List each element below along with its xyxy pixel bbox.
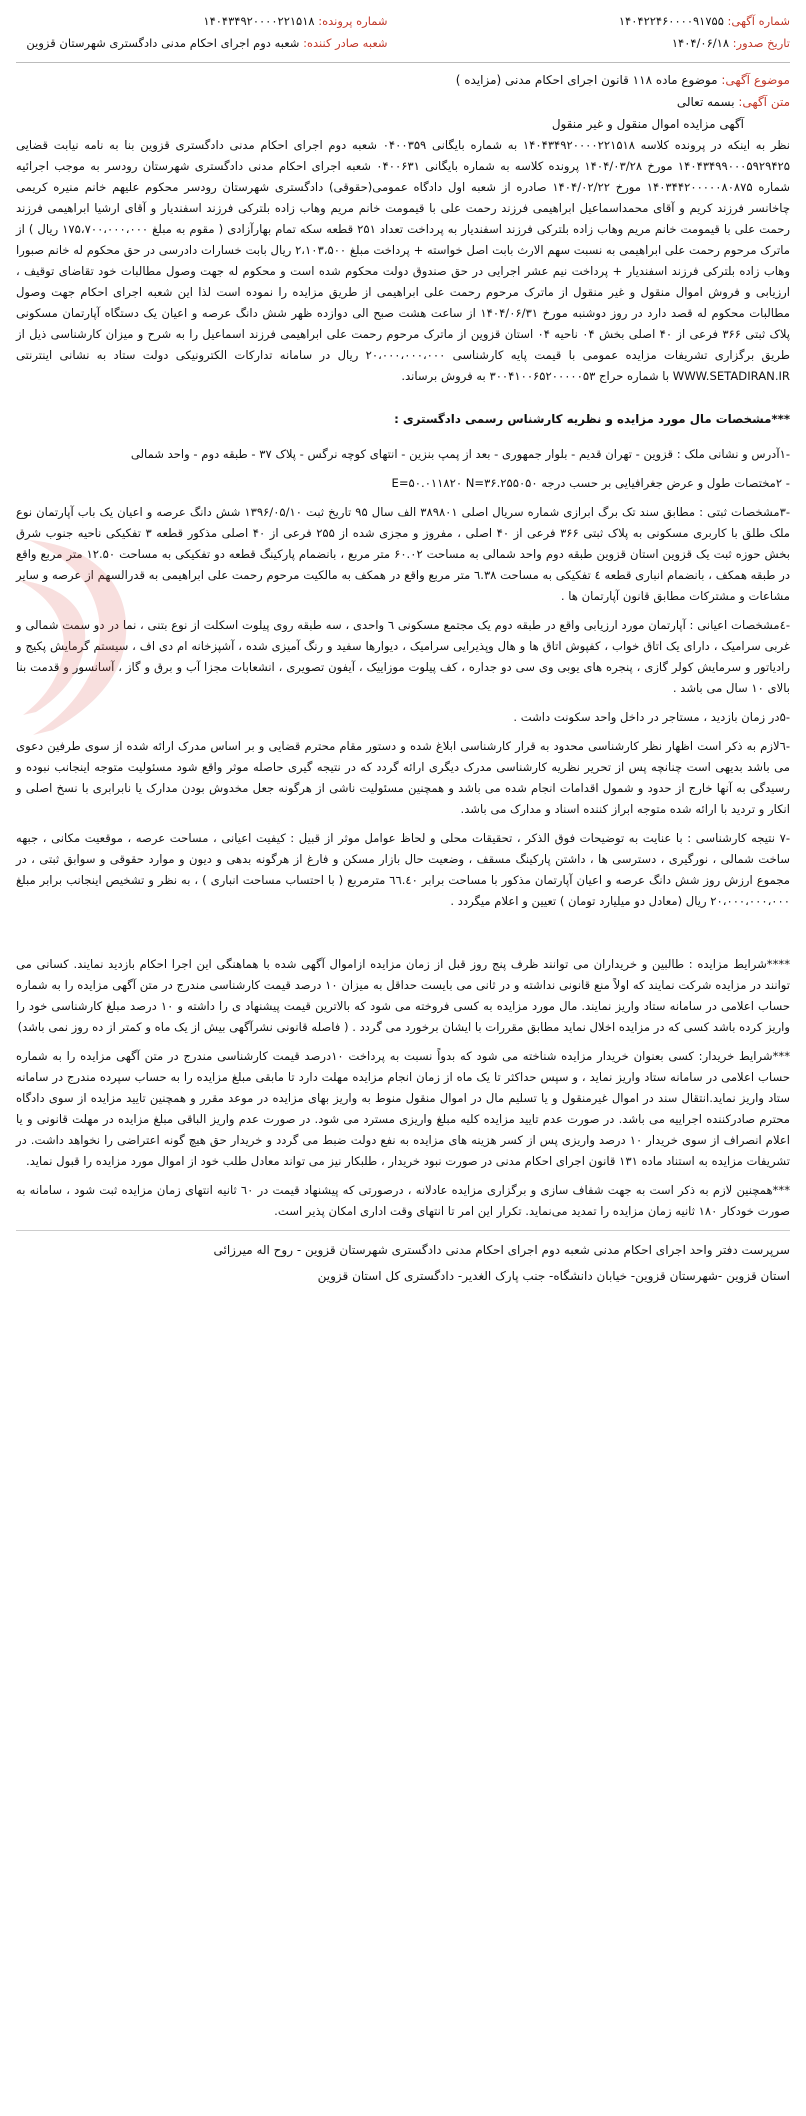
subject-row — [16, 69, 790, 91]
intro-paragraph: نظر به اینکه در پرونده کلاسه ۱۴۰۴۳۴۹۲۰۰۰۰۲۲۱۵۱۸ به شماره بایگانی ۰۴۰۰۳۵۹ شعبه دوم اجرای احکام مدنی دادگستری قزوین بنا به نامه نیابت قضایی ۱۴۰۴۳۴۹۹۰۰۰۵۹۲۹۴۲۵ مورخ ۱۴۰۴/۰۳/۲۸ پرونده کلاسه به شماره بایگانی ۰۴۰۰۶۳۱ شعبه اجرای احکام مدنی دادگستری شهرستان رودسر به موجب اجرائیه شماره ۱۴۰۳۴۴۲۰۰۰۰۰۸۰۸۷۵ مورخ ۱۴۰۴/۰۲/۲۲ صادره از شعبه اول دادگاه عمومی(حقوقی) دادگستری شهرستان رودسر محکوم علیهم خانم منیره کریمی چاخانسر فرزند کریم و آقای محمداسماعیل ابراهیمی فرزند رحمت علی با قیمومت خانم مریم وهاب زاده بلترکی فرزند اسفندیار و آقای ارشیا ابراهیمی فرزند رحمت علی با قیمومت خانم مریم وهاب زاده بلترکی فرزند اسفندیار به پرداخت تعداد ۲۵۱ قطعه سکه تمام بهارآزادی ( مقوم به مبلغ ۱۷۵،۷۰۰،۰۰۰،۰۰۰ ریال ) از ماترک مرحوم رحمت علی ابراهیمی به نسبت سهم الارث بابت اصل خواسته + پرداخت مبلغ ۲،۱۰۳،۵۰۰ ریال بابت خسارات دادرسی در حق محکوم له خانم صبورا وهاب زاده بلترکی فرزند اسفندیار + پرداخت نیم عشر اجرایی در حق صندوق دولت محکوم شده است و محکوم له جهت وصول مطالبات خود تقاضای توقیف ، ارزیابی و فروش اموال منقول و غیر منقول از ماترک مرحوم رحمت علی ابراهیمی از طریق مزایده را نموده است لذا این شعبه اجرای احکام جهت وصول مطالبات محکوم له قصد دارد در روز دوشنبه مورخ ۱۴۰۴/۰۶/۳۱ از ساعت هشت صبح الی دوازده ظهر شش دانگ عرصه و اعیان یک دستگاه آپارتمان مسکونی پلاک ثبتی ۳۶۶ فرعی از ۴۰ اصلی بخش ۰۴ ناحیه ۰۴ استان قزوین از ماترک مرحوم رحمت علی ابراهیمی فرزند اسماعیل را به شرح و میزان کارشناسی ذیل از طریق برگزاری تشریفات مزایده عمومی با قیمت پایه کارشناسی ۲۰،۰۰۰،۰۰۰،۰۰۰ ریال در سامانه تدارکات الکترونیکی دولت ستاد به نشانی اینترنتی WWW.SETADIRAN.IR با شماره حراج ۳۰۰۴۱۰۰۶۵۲۰۰۰۰۰۵۳ به فروش برساند. — [16, 138, 791, 383]
body-label: متن آگهی: — [738, 95, 790, 109]
section-spacer — [16, 920, 790, 954]
body-header — [16, 91, 790, 113]
conditions-list — [16, 954, 790, 1222]
ad-number-row — [418, 10, 790, 32]
header-divider — [16, 62, 790, 63]
issue-date-row — [418, 32, 790, 54]
spec-item-address: -۱آدرس و نشانی ملک : قزوین - تهران قدیم - بلوار جمهوری - بعد از پمپ بنزین - انتهای کوچه نرگس - پلاک ۳۷ - طبقه دوم - واحد شمالی — [130, 447, 790, 461]
ad-number-label: شماره آگهی: — [727, 14, 790, 28]
case-number-label: شماره پرونده: — [318, 14, 388, 28]
issue-date-label: تاریخ صدور: — [732, 36, 790, 50]
footer-divider — [16, 1230, 790, 1231]
spec-item-visit: -۵در زمان بازدید ، مستاجر در داخل واحد سکونت داشت . — [513, 710, 790, 724]
spec-list — [16, 444, 790, 912]
ad-heading: آگهی مزایده اموال منقول و غیر منقول — [551, 117, 744, 131]
buyer-conditions: ***شرایط خریدار: کسی بعنوان خریدار مزایده شناخته می شود که بدواً نسبت به پرداخت ۱۰درصد قیمت کارشناسی مندرج در متن آگهی مزایده را به شماره حساب اعلامی در سامانه ستاد واریز نماید ، و سپس حداکثر تا یک ماه از زمان انجام مزایده مهلت دارد تا مابقی مبلغ مزایده را به حساب سپرده مندرج در سامانه ستاد واریز نماید.انتقال سند در اموال غیرمنقول و یا تسلیم مال در اموال منقول منوط به واریز بهای مزایده در موعد مقرر و همچنین تایید مزایده از سوی دادگاه محترم صادرکننده اجراییه می باشد. در صورت عدم تایید مزایده کلیه مبلغ واریزی مسترد می شود. در صورت عدم واریز الباقی مبلغ مزایده در مهلت قانونی و یا اعلام انصراف از سوی خریدار ۱۰ درصد واریزی پس از کسر هزینه های مزایده به نفع دولت ضبط می گردد و خریدار حق هیچ گونه اعتراضی را نخواهد داشت. در تشریفات مزایده به استناد ماده ۱۳۱ قانون اجرای احکام مدنی در صورت نبود خریدار ، طلبکار نیز می تواند معادل طلب خود از اموال مورد مزایده را قبول نماید. — [16, 1049, 791, 1168]
specs-title: ***مشخصات مال مورد مزایده و نظریه کارشناس رسمی دادگستری : — [394, 412, 790, 426]
auction-conditions: ****شرایط مزایده : طالبین و خریداران می توانند ظرف پنج روز قبل از زمان مزایده ازاموال آگهی شده با هماهنگی این اجرا احکام بازدید نمایند. کسانی می توانند در مزایده شرکت نمایند که اولاً منع قانونی نداشته و در ثانی می بایست حداقل به میزان ۱۰ درصد قیمت کارشناسی مندرج در متن آگهی مزایده را به شماره حساب اعلامی در سامانه ستاد واریز نمایند. مال مورد مزایده به کسی فروخته می شود که بالاترین قیمت پیشنهاد ی را داشته و ۱۰ درصد مبلغ کارشناسی خود را واریز کرده باشد کسی که در مزایده اخلال نماید مطابق مقررات با ایشان برخورد می گردد . ( فاصله قانونی نشرآگهی بیش از یک ماه و کمتر از ده روز نمی باشد) — [16, 957, 791, 1034]
issue-date: ۱۴۰۴/۰۶/۱۸ — [671, 36, 730, 50]
spec-item-building: -٤مشخصات اعیانی : آپارتمان مورد ارزیابی واقع در طبقه دوم یک مجتمع مسکونی ٦ واحدی ، سه طبقه روی پیلوت اسکلت از نوع بتنی ، نما در دو سمت شمالی و غربی سرامیک ، دارای یک اتاق خواب ، کفپوش اتاق ها و هال وپذیرایی سرامیک ، دیوارها سفید و رنگ آمیزی شده ، آشپزخانه ام دی اف ، سیستم گرمایش پکیج و رادیاتور و سرمایش کولر گازی ، پنجره های یوبی وی سی دو جداره ، کف پیلوت موزاییک ، آیفون تصویری ، انشعابات مجزا آب و برق و گاز ، آسانسور و قدمت بنا بالای ۱۰ سال می باشد . — [16, 618, 790, 695]
spec-item-result: -۷ نتیجه کارشناسی : با عنایت به توضیحات فوق الذکر ، تحقیقات محلی و لحاظ عوامل موثر از قبیل : کیفیت اعیانی ، مساحت عرصه ، موقعیت مکانی ، جبهه ساخت شمالی ، نورگیری ، دسترسی ها ، داشتن پارکینگ مسقف ، وضعیت حال بازار مسکن و فارغ از هرگونه بدهی و دیون و موارد حقوقی و سوابق ثبتی ، در مجموع ارزش روز شش دانگ عرصه و اعیان آپارتمان مذکور با مساحت برابر ٦٦.٤۰ مترمربع ( با احتساب مساحت انباری ) ، به نظر و تشخیص اینجانب برابر مبلغ ۲۰،۰۰۰،۰۰۰،۰۰۰ ریال (معادل دو میلیارد تومان ) تعیین و اعلام میگردد . — [16, 831, 791, 908]
issuing-branch-row — [16, 32, 388, 54]
subject-value: موضوع ماده ۱۱۸ قانون اجرای احکام مدنی (مزایده ) — [455, 73, 718, 87]
issuing-branch: شعبه دوم اجرای احکام مدنی دادگستری شهرستان قزوین — [26, 36, 300, 50]
ad-header — [16, 10, 790, 54]
case-number: ۱۴۰۴۳۴۹۲۰۰۰۰۲۲۱۵۱۸ — [203, 14, 315, 28]
header-right-column — [418, 10, 790, 54]
signature: سرپرست دفتر واحد اجرای احکام مدنی شعبه دوم اجرای احکام مدنی دادگستری شهرستان قزوین - روح اله میرزائی — [213, 1243, 790, 1257]
spec-item-registration: -۳مشخصات ثبتی : مطابق سند تک برگ ابرازی شماره سریال اصلی ۳۸۹۸۰۱ الف سال ۹۵ تاریخ ثبت ۱۳۹۶/۰۵/۱۰ شش دانگ عرصه و اعیان یک باب آپارتمان نوع ملک طلق با کاربری مسکونی به پلاک ثبتی ۳۶۶ فرعی از ۴۰ اصلی ، مفروز و مجزی شده از ۲۵۵ فرعی از ۴۰ اصلی مذکور قطعه ۳ تفکیکی ناحیه جنوب شرق بخش حوزه ثبت یک قزوین استان قزوین طبقه دوم واحد شمالی به مساحت ۶۰.۰۲ متر مربع ، بانضمام پارکینگ قطعه دو تفکیکی به مساحت ۱۲.۵۰ متر مربع واقع در طبقه همکف ، بانضمام انباری قطعه ٤ تفکیکی به مساحت ٦.۳۸ متر مربع واقع در همکف به مالکیت مرحوم رحمت علی ابراهیمی به قدرالسهم از عرصه و سایر مشاعات و مشترکات مطابق قانون آپارتمان ها . — [16, 505, 791, 603]
ad-number: ۱۴۰۴۲۲۴۶۰۰۰۰۹۱۷۵۵ — [618, 14, 724, 28]
spec-item-coordinates: - ۲مختصات طول و عرض جغرافیایی بر حسب درجه E=۵۰.۰۱۱۸۲۰ N=۳۶.۲۵۵۰۵۰ — [391, 476, 790, 490]
spec-item-disclaimer: -٦لازم به ذکر است اظهار نظر کارشناسی محدود به قرار کارشناسی ابلاغ شده و دستور مقام محترم قضایی و بر اساس مدرک ارائه شده از سوی طرفین دعوی می باشد بدیهی است چنانچه پس از تحریر نظریه کارشناسی مدرک دیگری ارائه گردد که در نتیجه گیری حاصله موثر واقع شود مسئولیت متوجه اینجانب نبوده و رسیدگی به آنها خارج از حدود و شمول اقدامات انجام شده می باشد و همچنین مسئولیت ناشی از هرگونه جعل مخدوش بودن مدارک یا نابرابری با نسخ اصلی و انکار و تردید با ارائه شده متوجه ابراز کننده اسناد و مدارک می باشد. — [16, 739, 790, 816]
case-number-row — [16, 10, 388, 32]
address: استان قزوین -شهرستان قزوین- خیابان دانشگاه- جنب پارک الغدیر- دادگستری کل استان قزوین — [317, 1269, 790, 1283]
time-extension-note: ***همچنین لازم به ذکر است به جهت شفاف سازی و برگزاری مزایده عادلانه ، درصورتی که پیشنهاد قیمت در ٦۰ ثانیه انتهای زمان مزایده ثبت شود ، سامانه به صورت خودکار ۱۸۰ ثانیه زمان مزایده را تمدید می‌نماید. تکرار این امر تا انتهای وقت اداری امکان پذیر است. — [16, 1183, 790, 1218]
bismillah: بسمه تعالی — [676, 95, 735, 109]
issuing-branch-label: شعبه صادر کننده: — [303, 36, 388, 50]
header-left-column — [16, 10, 388, 54]
subject-label: موضوع آگهی: — [721, 73, 790, 87]
